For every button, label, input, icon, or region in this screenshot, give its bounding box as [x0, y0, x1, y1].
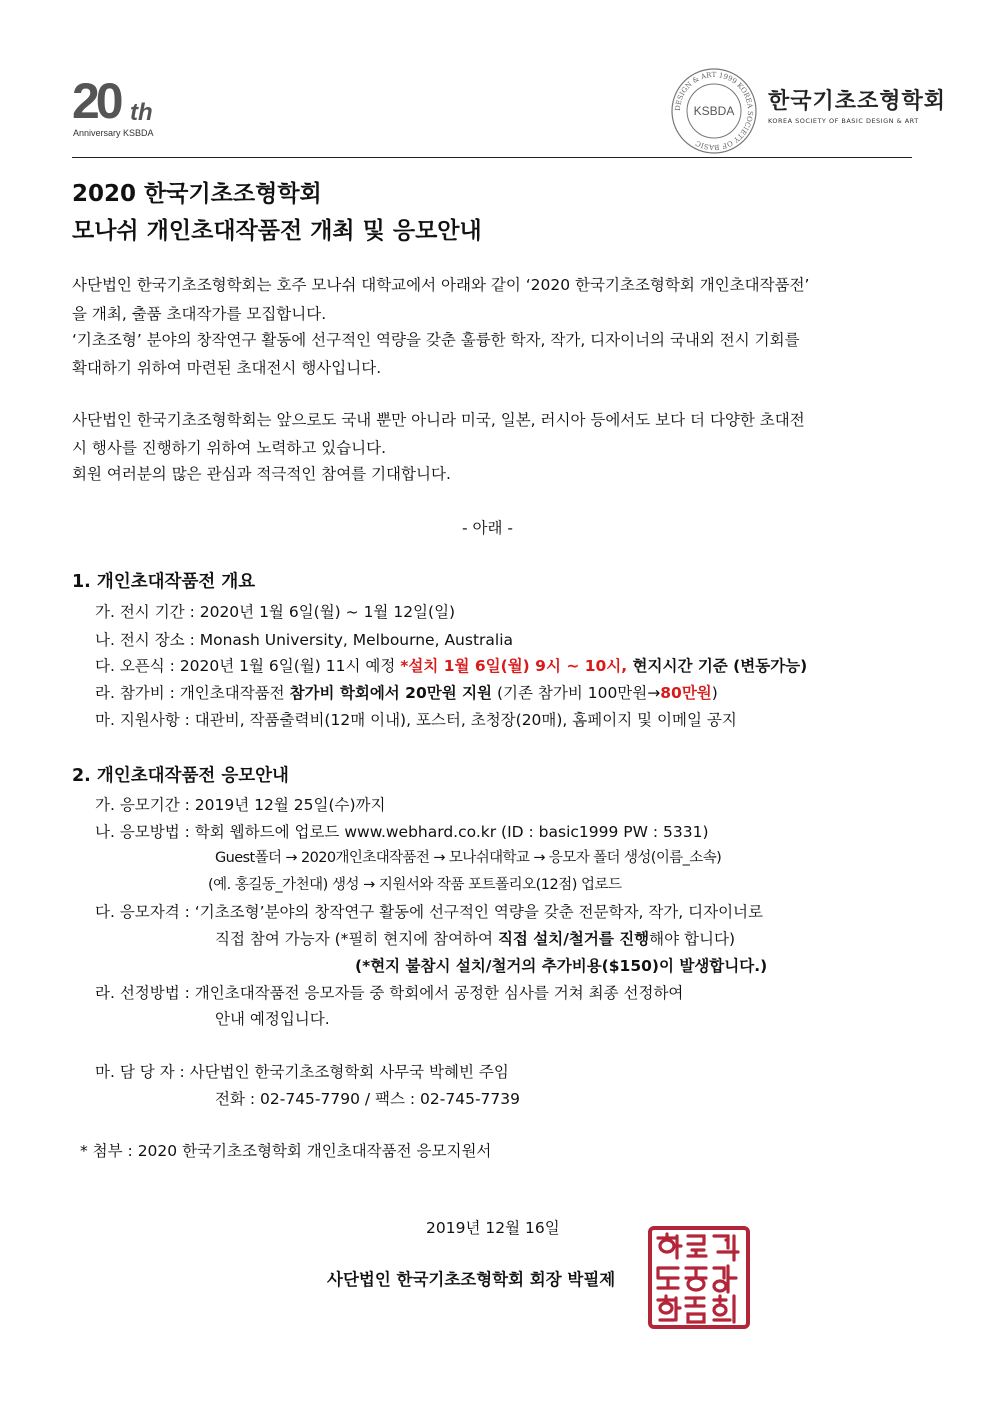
exhibit-fee — [95, 679, 718, 708]
fee-discounted: 80만원 — [660, 684, 712, 702]
fee-text: 라. 참가비 : 개인초대작품전 — [95, 684, 290, 702]
qualification-text-end: 해야 합니다) — [649, 930, 735, 948]
anniversary-number: 20 — [72, 73, 120, 129]
society-seal-logo — [670, 67, 758, 155]
fee-original: (기존 참가비 100만원→ — [492, 684, 661, 702]
application-qualification: 다. 응모자격 : ‘기초조형’분야의 창작연구 활동에 선구적인 역량을 갖춘 전문학자, 작가, 디자이너로 — [95, 903, 764, 921]
intro-line: 확대하기 위하여 마련된 초대전시 행사입니다. — [72, 359, 382, 377]
opening-install-note: *설치 1월 6일(월) 9시 ~ 10시, — [400, 657, 628, 675]
application-qualification-2 — [215, 925, 735, 954]
header-divider — [72, 157, 912, 158]
brand-english-name: KOREA SOCIETY OF BASIC DESIGN & ART — [768, 117, 919, 125]
intro-line: 사단법인 한국기초조형학회는 앞으로도 국내 뿐만 아니라 미국, 일본, 러시아 등에서도 보다 더 다양한 초대전 — [72, 411, 805, 429]
fee-support-note: 참가비 학회에서 20만원 지원 — [289, 684, 493, 702]
qualification-extra-cost-note: (*현지 불참시 설치/철거의 추가비용($150)이 발생합니다.) — [355, 957, 768, 975]
exhibit-period: 가. 전시 기간 : 2020년 1월 6일(월) ~ 1월 12일(일) — [95, 603, 456, 621]
intro-line: 시 행사를 진행하기 위하여 노력하고 있습니다. — [72, 439, 387, 457]
anniversary-logo — [72, 72, 182, 142]
below-marker: - 아래 - — [462, 519, 513, 537]
section-1-heading: 1. 개인초대작품전 개요 — [72, 572, 256, 592]
anniversary-suffix: th — [130, 99, 153, 126]
opening-text: 다. 오픈식 : 2020년 1월 6일(월) 11시 예정 — [95, 657, 401, 675]
application-method: 나. 응모방법 : 학회 웹하드에 업로드 www.webhard.co.kr (ID : basic1999 PW : 5331) — [95, 823, 709, 841]
seal-center-text: KSBDA — [693, 104, 735, 118]
selection-method-2: 안내 예정입니다. — [215, 1010, 330, 1028]
opening-local-time-note: 현지시간 기준 (변동가능) — [627, 657, 808, 675]
application-method-path: Guest폴더 → 2020개인초대작품전 → 모나쉬대학교 → 응모자 폴더 생성(이름_소속) — [215, 850, 722, 866]
seal-ring-text: DESIGN & ART 1999 KOREA SOCIETY OF BASIC — [673, 70, 755, 152]
exhibit-support: 마. 지원사항 : 대관비, 작품출력비(12매 이내), 포스터, 초청장(20매), 홈페이지 및 이메일 공지 — [95, 711, 737, 729]
contact-person: 마. 담 당 자 : 사단법인 한국기초조형학회 사무국 박혜빈 주임 — [95, 1063, 509, 1081]
society-brand — [768, 84, 946, 125]
selection-method: 라. 선정방법 : 개인초대작품전 응모자들 중 학회에서 공정한 심사를 거쳐 최종 선정하여 — [95, 984, 684, 1002]
title-line-2: 모나쉬 개인초대작품전 개최 및 응모안내 — [72, 218, 482, 244]
exhibit-venue: 나. 전시 장소 : Monash University, Melbourne, Australia — [95, 631, 514, 649]
official-seal-stamp — [648, 1226, 750, 1329]
intro-line: 회원 여러분의 많은 관심과 적극적인 참여를 기대합니다. — [72, 465, 451, 483]
intro-line: 사단법인 한국기초조형학회는 호주 모나쉬 대학교에서 아래와 같이 ‘2020 한국기초조형학회 개인초대작품전’ — [72, 276, 810, 294]
exhibit-opening — [95, 652, 807, 681]
signature-line: 사단법인 한국기초조형학회 회장 박필제 — [327, 1270, 616, 1289]
qualification-text: 직접 참여 가능자 (*필히 현지에 참여하여 — [215, 930, 498, 948]
application-deadline: 가. 응모기간 : 2019년 12월 25일(수)까지 — [95, 796, 386, 814]
attachment-note: * 첨부 : 2020 한국기초조형학회 개인초대작품전 응모지원서 — [80, 1142, 492, 1160]
anniversary-caption: Anniversary KSBDA — [73, 128, 154, 138]
application-method-example: (예. 홍길동_가천대) 생성 → 지원서와 작품 포트폴리오(12점) 업로드 — [208, 877, 622, 893]
title-line-1: 2020 한국기초조형학회 — [72, 181, 322, 207]
contact-phone-fax: 전화 : 02-745-7790 / 팩스 : 02-745-7739 — [215, 1090, 521, 1108]
section-2-heading: 2. 개인초대작품전 응모안내 — [72, 766, 289, 786]
intro-line: 을 개최, 출품 초대작가를 모집합니다. — [72, 305, 327, 323]
issue-date: 2019년 12월 16일 — [426, 1219, 560, 1237]
fee-close-paren: ) — [711, 684, 718, 702]
brand-korean-name: 한국기초조형학회 — [768, 88, 947, 114]
qualification-install-note: 직접 설치/철거를 진행 — [497, 930, 650, 948]
intro-line: ‘기초조형’ 분야의 창작연구 활동에 선구적인 역량을 갖춘 훌륭한 학자, 작가, 디자이너의 국내외 전시 기회를 — [72, 331, 800, 349]
